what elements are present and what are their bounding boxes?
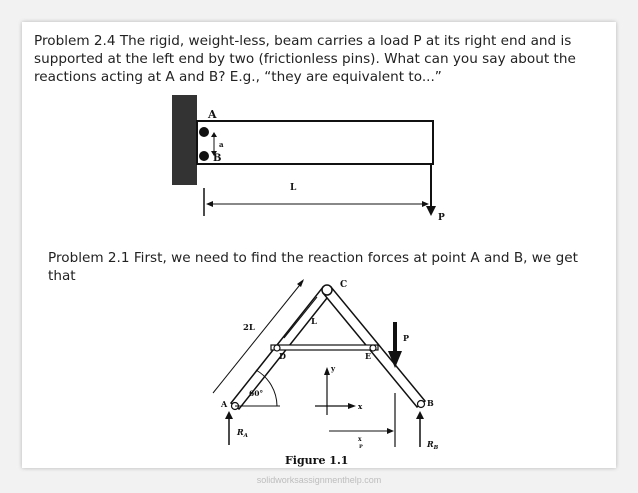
label-y: y [331,364,336,373]
reaction-b-arrowhead [416,411,424,419]
problem-2-1-text: Problem 2.1 First, we need to find the reaction forces at point A and B, we get that [48,250,578,284]
y-axis-arrow [324,367,330,375]
label-x: x [358,402,363,411]
label-b: B [213,153,222,164]
pin-c [322,285,332,295]
length-arrow-left [206,201,213,207]
label-dim-p: P [359,444,363,450]
pin-b [418,401,425,408]
frame-figure [205,275,450,470]
label-c: C [340,280,348,290]
label-angle: 60° [249,389,264,398]
problem-2-4-text: Problem 2.4 The rigid, weight-less, beam carries a load P at its right end and is supported at the left end by two (frictionless pins). What can you say about the reactions acting at A and B? E.g., “they are equivalent to...” [34,33,576,85]
watermark: solidworksassignmenthelp.com [256,475,382,485]
beam [197,121,433,164]
label-p: P [403,333,410,343]
beam-figure [168,92,458,227]
label-a: A [221,399,228,409]
label-a: A [208,108,217,121]
label-b: B [427,398,434,408]
label-l: L [311,317,317,327]
label-dim-x: x [358,436,362,443]
pin-a [199,127,209,137]
label-load: P [438,213,445,223]
pin-b [199,151,209,161]
dim-xp-arrow [387,428,394,434]
load-arrowhead [426,206,436,216]
label-d: D [279,351,286,361]
x-axis-arrow [348,403,356,409]
wall-support [172,95,197,185]
member-de [271,345,378,350]
label-length: L [290,183,297,193]
label-2l: 2L [243,323,255,333]
label-e: E [365,351,372,361]
label-ra: $R_A$ [237,427,248,439]
dim-2l-arrow [297,279,304,287]
reaction-a-arrowhead [225,411,233,419]
label-gap: a [219,140,224,149]
label-rb: $R_B$ [427,439,439,451]
figure-caption: Figure 1.1 [285,454,349,467]
